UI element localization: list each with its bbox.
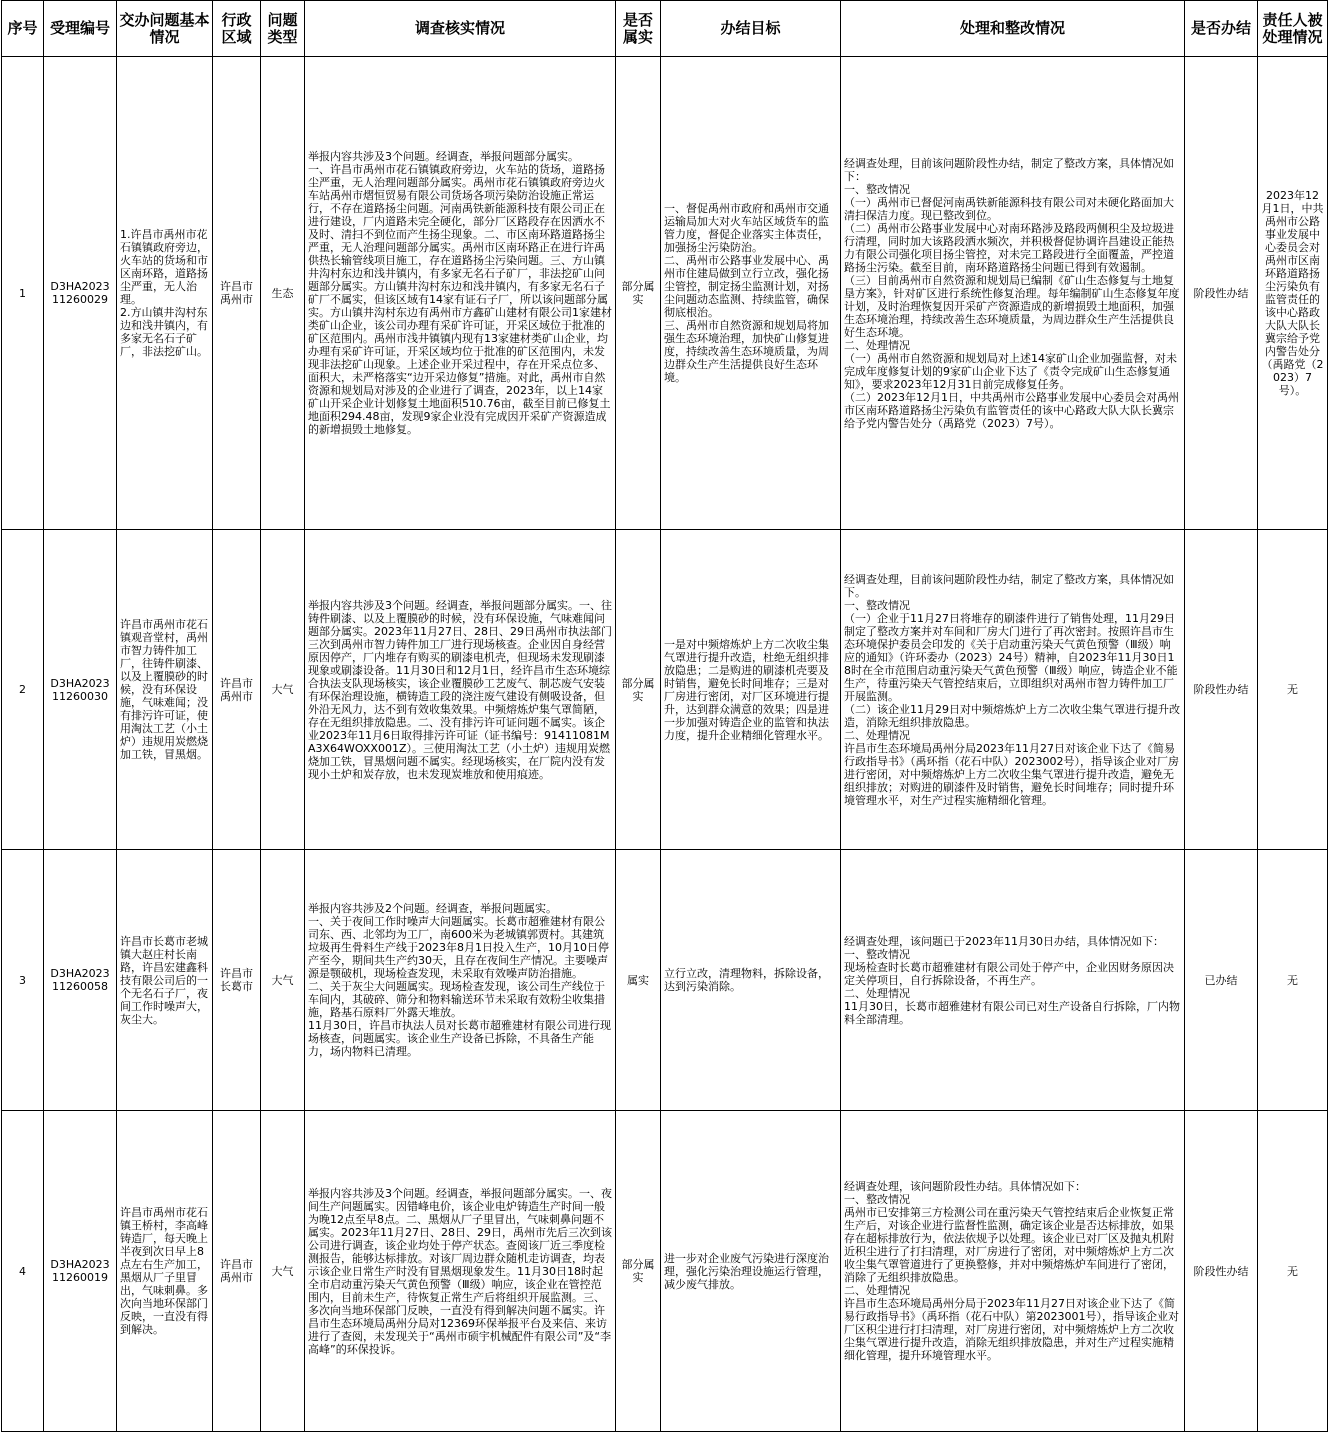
cell-id: D3HA202311260019 xyxy=(44,1111,117,1432)
cell-region: 许昌市禹州市 xyxy=(213,1111,261,1432)
cell-type: 生态 xyxy=(261,57,305,530)
cell-closed: 阶段性办结 xyxy=(1185,1111,1258,1432)
table-row xyxy=(2,1111,1328,1432)
cell-verified: 属实 xyxy=(616,850,661,1111)
col-header-seq: 序号 xyxy=(2,1,44,57)
cell-id: D3HA202311260030 xyxy=(44,530,117,850)
cell-id: D3HA202311260058 xyxy=(44,850,117,1111)
cell-verified: 部分属实 xyxy=(616,57,661,530)
cell-investigation: 举报内容共涉及2个问题。经调查，举报问题属实。 一、关于夜间工作时噪声大问题属实。长葛市超雅建材有限公司东、西、北邻均为工厂，南600米为老城镇郭贾村。其建筑垃圾再生骨料生产线于2023年8月1日投入生产，10月10日停产至今，期间共生产约30天，且存在夜间生产情况。主要噪声源是颚破机，现场检查发现，未采取有效噪声防治措施。 二、关于灰尘大问题属实。现场检查发现，该公司生产线位于车间内，其破碎、筛分和物料输送环节未采取有效粉尘收集措施，路基石原料厂外露天堆放。 11月30日，许昌市执法人员对长葛市超雅建材有限公司进行现场核查，问题属实。该企业生产设备已拆除，不具备生产能力，场内物料已清理。 xyxy=(305,850,616,1111)
cell-seq: 2 xyxy=(2,530,44,850)
cell-type: 大气 xyxy=(261,1111,305,1432)
cell-seq: 3 xyxy=(2,850,44,1111)
cell-goal: 立行立改，清理物料，拆除设备，达到污染消除。 xyxy=(661,850,841,1111)
col-header-closed: 是否办结 xyxy=(1185,1,1258,57)
cell-problem: 许昌市禹州市花石镇王桥村，李高峰铸造厂，每天晚上半夜到次日早上8点左右生产加工，黑烟从厂子里冒出，气味刺鼻。多次向当地环保部门反映，一直没有得到解决。 xyxy=(117,1111,213,1432)
cell-investigation: 举报内容共涉及3个问题。经调查，举报问题部分属实。一、夜间生产问题属实。因错峰电价，该企业电炉铸造生产时间一般为晚12点至早8点。二、黑烟从厂子里冒出，气味刺鼻问题不属实。2023年11月27日、28日、29日，禹州市先后三次到该公司进行调查，该企业均处于停产状态。查阅该厂近三季度检测报告，能够达标排放。对该厂周边群众随机走访调查，均表示该企业日常生产时没有冒黑烟现象发生。11月30日18时起全市启动重污染天气黄色预警（Ⅲ级）响应，该企业在管控范围内，目前未生产，待恢复正常生产后将组织开展监测。三、多次向当地环保部门反映，一直没有得到解决问题不属实。许昌市生态环境局禹州分局对12369环保举报平台及来信、来访进行了查阅，未发现关于“禹州市硕宇机械配件有限公司”及“李高峰”的环保投诉。 xyxy=(305,1111,616,1432)
cell-region: 许昌市禹州市 xyxy=(213,57,261,530)
case-table xyxy=(1,0,1328,1432)
cell-responsible: 无 xyxy=(1258,530,1328,850)
col-header-problem: 交办问题基本情况 xyxy=(117,1,213,57)
cell-handling: 经调查处理，目前该问题阶段性办结，制定了整改方案，具体情况如下： 一、整改情况 （一）禹州市已督促河南禹铁新能源科技有限公司对未硬化路面加大清扫保洁力度。现已整改到位。 （二）禹州市公路事业发展中心对南环路涉及路段两侧积尘及垃圾进行清理，同时加大该路段洒水频次，并积极督促协调许昌建设正能热力有限公司强化项目扬尘管控，对未完工路段进行全面覆盖，严控道路扬尘污染。截至目前，南环路道路扬尘问题已得到有效遏制。 （三）目前禹州市自然资源和规划局已编制《矿山生态修复与土地复垦方案》，针对矿区进行系统性修复治理。每年编制矿山生态修复年度计划，及时治理恢复因开采矿产资源造成的新增损毁土地面积，加强生态环境治理，持续改善生态环境质量，为周边群众生产生活提供良好生态环境。 二、处理情况 （一）禹州市自然资源和规划局对上述14家矿山企业加强监督，对未完成年度修复计划的9家矿山企业下达了《责令完成矿山生态修复通知》，要求2023年12月31日前完成修复任务。 （二）2023年12月1日，中共禹州市公路事业发展中心委员会对禹州市区南环路道路扬尘污染负有监管责任的该中心路政大队大队长冀宗给予党内警告处分（禹路党（2023）7号）。 xyxy=(841,57,1185,530)
col-header-region: 行政区域 xyxy=(213,1,261,57)
cell-problem: 许昌市禹州市花石镇观音堂村，禹州市智力铸件加工厂，往铸件刷漆、以及上覆膜砂的时候，没有环保设施，气味难闻；没有排污许可证，使用淘汰工艺（小土炉）违规用炭燃烧加工铁，冒黑烟。 xyxy=(117,530,213,850)
cell-handling: 经调查处理，目前该问题阶段性办结，制定了整改方案，具体情况如下。 一、整改情况 （一）企业于11月27日将堆存的刷漆件进行了销售处理，11月29日制定了整改方案并对车间和厂房大门进行了再次密封。按照许昌市生态环境保护委员会印发的《关于启动重污染天气黄色预警（Ⅲ级）响应的通知》（许环委办（2023）24号）精神，自2023年11月30日18时在全市范围启动重污染天气黄色预警（Ⅲ级）响应，铸造企业不能生产，待重污染天气管控结束后，立即组织对禹州市智力铸件加工厂开展监测。 （二）该企业11月29日对中频熔炼炉上方二次收尘集气罩进行提升改造，消除无组织排放隐患。 二、处理情况 许昌市生态环境局禹州分局2023年11月27日对该企业下达了《简易行政指导书》（禹环指（花石中队）2023002号），指导该企业对厂房进行密闭，对中频熔炼炉上方二次收尘集气罩进行提升改造，避免无组织排放；对购进的刷漆件及时销售，避免长时间堆存；同时提升环境管理水平，对生产过程实施精细化管理。 xyxy=(841,530,1185,850)
cell-investigation: 举报内容共涉及3个问题。经调查，举报问题部分属实。 一、许昌市禹州市花石镇镇政府旁边，火车站的货场，道路扬尘严重，无人治理问题部分属实。禹州市花石镇镇政府旁边火车站禹州市熠恒贸易有限公司货场各项污染防治设施正常运行，不存在道路扬尘问题。河南禹铁新能源科技有限公司正在进行建设，厂内道路未完全硬化，部分厂区路段存在因洒水不及时、清扫不到位而产生扬尘现象。二、市区南环路道路扬尘严重，无人治理问题部分属实。禹州市区南环路正在进行许禹供热长输管线项目施工，存在道路扬尘污染问题。三、方山镇井沟村东边和浅井镇内，有多家无名石子矿厂，非法挖矿山问题部分属实。方山镇井沟村东边和浅井镇内，有多家无名石子矿厂不属实，但该区域有14家有证石子厂，所以该问题部分属实。方山镇井沟村东边有禹州市方鑫矿山建材有限公司1家建材类矿山企业，该公司办理有采矿许可证，开采区域位于批准的矿区范围内。禹州市浅井镇镇内现有13家建材类矿山企业，均办理有采矿许可证，开采区域均位于批准的矿区范围内，未发现非法挖矿山现象。上述企业开采过程中，存在开采点位多、面积大，未严格落实“边开采边修复”措施。对此，禹州市自然资源和规划局对涉及的企业进行了调查，2023年，以上14家矿山开采企业计划修复土地面积510.76亩，截至目前已修复土地面积294.48亩，发现9家企业没有完成因开采矿产资源造成的新增损毁土地修复。 xyxy=(305,57,616,530)
cell-verified: 部分属实 xyxy=(616,530,661,850)
table-row xyxy=(2,850,1328,1111)
col-header-goal: 办结目标 xyxy=(661,1,841,57)
cell-type: 大气 xyxy=(261,530,305,850)
cell-verified: 部分属实 xyxy=(616,1111,661,1432)
cell-goal: 一、督促禹州市政府和禹州市交通运输局加大对火车站区域货车的监管力度，督促企业落实主体责任，加强扬尘污染防治。 二、禹州市公路事业发展中心、禹州市住建局做到立行立改，强化扬尘管控，制定扬尘监测计划，对扬尘问题动态监测、持续监管，确保彻底根治。 三、禹州市自然资源和规划局将加强生态环境治理，加快矿山修复进度，持续改善生态环境质量，为周边群众生产生活提供良好生态环境。 xyxy=(661,57,841,530)
cell-id: D3HA202311260029 xyxy=(44,57,117,530)
cell-investigation: 举报内容共涉及3个问题。经调查，举报问题部分属实。一、往铸件刷漆、以及上覆膜砂的时候，没有环保设施，气味难闻问题部分属实。2023年11月27日、28日、29日禹州市执法部门三次到禹州市智力铸件加工厂进行现场核查。企业因自身经营原因停产，厂内堆存有购买的刷漆电机壳，但现场未发现刷漆现象或刷漆设备。11月30日和12月1日，经许昌市生态环境综合执法支队现场核实，该企业覆膜砂工艺废气、制芯废气安装有环保治理设施，横铸造工段的浇注废气建设有侧吸设备，但外沿无风力，达不到有效收集效果。中频熔炼炉集气罩简陋，存在无组织排放隐患。二、没有排污许可证问题不属实。该企业2023年11月6日取得排污许可证（证书编号：91411081MA3X64WOXX001Z）。三使用淘汰工艺（小土炉）违规用炭燃烧加工铁，冒黑烟问题不属实。经现场核实，在厂院内没有发现小土炉和炭存放，也未发现炭堆放和使用痕迹。 xyxy=(305,530,616,850)
col-header-investigation: 调查核实情况 xyxy=(305,1,616,57)
cell-goal: 一是对中频熔炼炉上方二次收尘集气罩进行提升改造，杜绝无组织排放隐患；二是购进的刷漆机壳要及时销售，避免长时间堆存；三是对厂房进行密闭，对厂区环境进行提升，达到群众满意的效果；四是进一步加强对铸造企业的监管和执法力度，提升企业精细化管理水平。 xyxy=(661,530,841,850)
cell-handling: 经调查处理，该问题阶段性办结。具体情况如下： 一、整改情况 禹州市已安排第三方检测公司在重污染天气管控结束后企业恢复正常生产后，对该企业进行监督性监测，确定该企业是否达标排放，如果存在超标排放行为，依法依规予以处理。该企业已对厂区及抛丸机附近积尘进行了打扫清理，对厂房进行了密闭，对中频熔炼炉上方二次收尘集气罩管道进行了更换整修，并对中频熔炼炉车间进行了密闭，消除了无组织排放隐患。 二、处理情况 许昌市生态环境局禹州分局于2023年11月27日对该企业下达了《简易行政指导书》（禹环指（花石中队）第2023001号），指导该企业对厂区积尘进行打扫清理，对厂房进行密闭，对中频熔炼炉上方二次收尘集气罩进行提升改造，消除无组织排放隐患，并对生产过程实施精细化管理，提升环境管理水平。 xyxy=(841,1111,1185,1432)
cell-closed: 阶段性办结 xyxy=(1185,530,1258,850)
cell-region: 许昌市长葛市 xyxy=(213,850,261,1111)
cell-handling: 经调查处理，该问题已于2023年11月30日办结，具体情况如下： 一、整改情况 现场检查时长葛市超雅建材有限公司处于停产中，企业因财务原因决定关停项目，自行拆除设备，不再生产。 二、处理情况 11月30日，长葛市超雅建材有限公司已对生产设备自行拆除，厂内物料全部清理。 xyxy=(841,850,1185,1111)
cell-closed: 已办结 xyxy=(1185,850,1258,1111)
table-row xyxy=(2,57,1328,530)
col-header-id: 受理编号 xyxy=(44,1,117,57)
header-row xyxy=(2,1,1328,57)
cell-problem: 1.许昌市禹州市花石镇镇政府旁边，火车站的货场和市区南环路，道路扬尘严重，无人治理。 2.方山镇井沟村东边和浅井镇内，有多家无名石子矿厂，非法挖矿山。 xyxy=(117,57,213,530)
col-header-responsible: 责任人被处理情况 xyxy=(1258,1,1328,57)
cell-responsible: 2023年12月1日，中共禹州市公路事业发展中心委员会对禹州市区南环路道路扬尘污染负有监管责任的该中心路政大队大队长冀宗给予党内警告处分（禹路党（2023）7号）。 xyxy=(1258,57,1328,530)
cell-responsible: 无 xyxy=(1258,850,1328,1111)
col-header-handling: 处理和整改情况 xyxy=(841,1,1185,57)
table-row xyxy=(2,530,1328,850)
col-header-verified: 是否属实 xyxy=(616,1,661,57)
cell-closed: 阶段性办结 xyxy=(1185,57,1258,530)
cell-responsible: 无 xyxy=(1258,1111,1328,1432)
cell-seq: 1 xyxy=(2,57,44,530)
cell-problem: 许昌市长葛市老城镇大赵庄村长南路，许昌宏建鑫科技有限公司后的一个无名石子厂，夜间工作时噪声大，灰尘大。 xyxy=(117,850,213,1111)
cell-region: 许昌市禹州市 xyxy=(213,530,261,850)
cell-goal: 进一步对企业废气污染进行深度治理，强化污染治理设施运行管理，减少废气排放。 xyxy=(661,1111,841,1432)
cell-seq: 4 xyxy=(2,1111,44,1432)
col-header-type: 问题类型 xyxy=(261,1,305,57)
cell-type: 大气 xyxy=(261,850,305,1111)
